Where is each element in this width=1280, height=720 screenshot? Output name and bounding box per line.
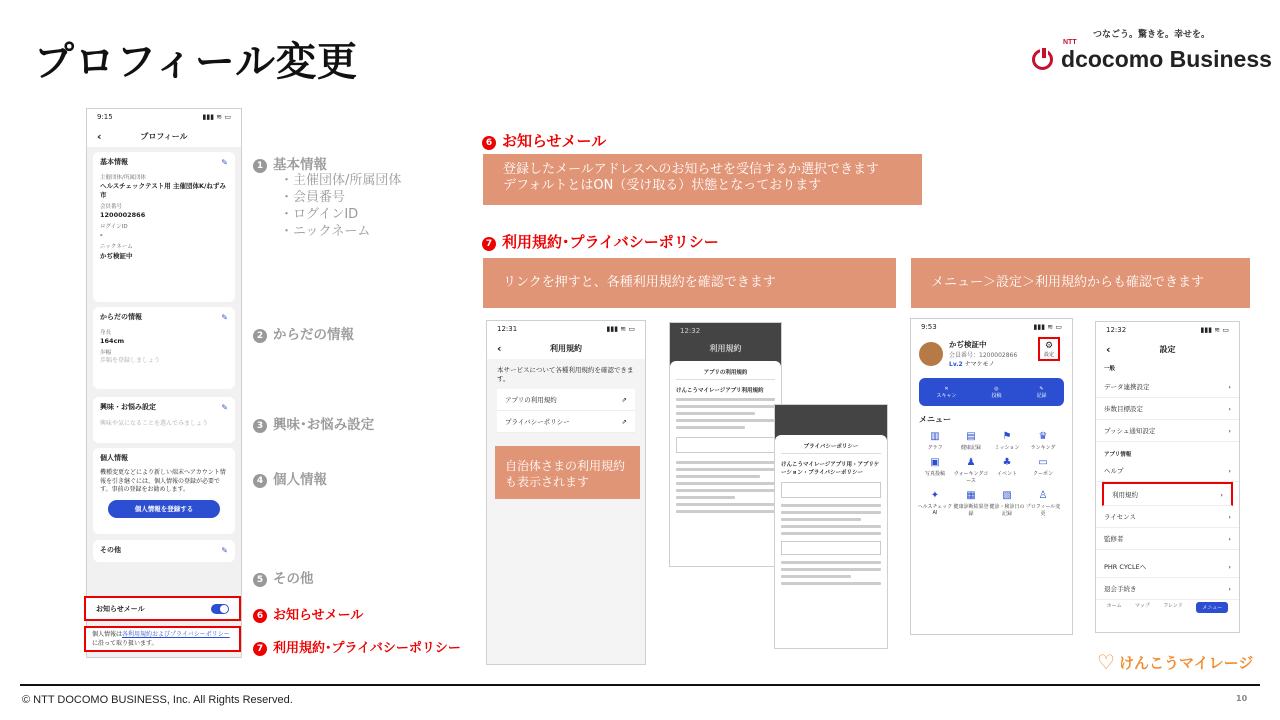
register-personal-info-button[interactable]: 個人情報を登録する [108, 500, 220, 519]
section6-line1: 登録したメールアドレスへのお知らせを受信するか選択できます [503, 162, 879, 177]
num-badge: 4 [253, 474, 267, 488]
menu-item-label: 健康記録 [960, 445, 981, 451]
logo-text-d: d [1061, 45, 1076, 72]
num-badge: 1 [253, 159, 267, 173]
interest-title: 興味・お悩み設定 [100, 403, 156, 411]
status-time: 12:32 [680, 327, 701, 335]
label-text: 興味･お悩み設定 [273, 417, 375, 433]
row-label: プッシュ通知設定 [1104, 427, 1156, 435]
menu-item-checkup[interactable] [953, 490, 989, 517]
section6-heading [482, 130, 606, 151]
menu-item-event[interactable] [989, 457, 1025, 484]
menu-item-ranking[interactable] [1025, 431, 1061, 451]
settings-row[interactable] [1096, 506, 1239, 528]
scan-icon: ✕ [944, 385, 949, 392]
notice-mail-row [84, 596, 241, 621]
logo-text-rest: cocomo Business [1075, 45, 1272, 72]
gear-icon: ⚙ [1044, 341, 1054, 351]
menu-item-label: クーポン [1032, 471, 1053, 477]
sub-item: ・会員番号 [280, 190, 346, 205]
basic-info-card [93, 152, 235, 302]
level-name: ナマケモノ [964, 361, 995, 368]
edit-pencil-icon[interactable]: ✎ [221, 158, 228, 167]
menu-item-mission[interactable] [989, 431, 1025, 451]
status-bar [487, 321, 645, 337]
basic-info-title: 基本情報 [100, 158, 128, 166]
menu-item-walking[interactable] [953, 457, 989, 484]
municipality-terms-note: 自治体さまの利用規約も表示されます [495, 446, 640, 499]
row-label: データ連携設定 [1104, 383, 1150, 391]
chevron-right-icon: › [1228, 382, 1231, 391]
status-time: 12:32 [1106, 326, 1127, 334]
nickname-label: ニックネーム [100, 244, 133, 251]
label-terms [253, 637, 461, 656]
tab-menu[interactable]: メニュー [1196, 602, 1228, 613]
other-title: その他 [100, 546, 121, 554]
status-icons: ▮▮▮ ≋ ▭ [1200, 326, 1229, 334]
page-number: 10 [1236, 694, 1248, 703]
edit-pencil-icon[interactable]: ✎ [221, 546, 228, 555]
photo-icon: ▣ [930, 457, 940, 468]
login-value: - [100, 231, 103, 240]
section-general: 一般 [1104, 366, 1116, 372]
login-label: ログインID [100, 223, 128, 230]
quick-label: 投稿 [991, 392, 1002, 399]
label-notice-mail [253, 604, 363, 623]
settings-button[interactable] [1038, 337, 1060, 361]
num-badge: 7 [482, 237, 496, 251]
edit-pencil-icon[interactable]: ✎ [221, 313, 228, 322]
other-card [93, 540, 235, 562]
chevron-right-icon: › [1228, 534, 1231, 543]
ai-icon: ✦ [930, 490, 940, 501]
heading-text: お知らせメール [502, 132, 607, 150]
level: Lv.2 [949, 361, 963, 368]
record-button[interactable] [1036, 386, 1046, 399]
external-link-icon: ⇗ [621, 395, 627, 404]
personal-info-title: 個人情報 [100, 454, 128, 462]
status-time: 9:15 [97, 113, 113, 121]
settings-row-phr[interactable] [1096, 556, 1239, 578]
body-info-card [93, 307, 235, 389]
row-label: ヘルプ [1104, 467, 1124, 475]
menu-item-label: 健康診断結果登録 [953, 504, 989, 517]
chevron-right-icon: › [1228, 466, 1231, 475]
terms-text-2: に沿って取り扱います。 [92, 640, 158, 647]
height-value: 164cm [100, 337, 125, 346]
menu-item-label: 健診・検診日の記録 [989, 504, 1025, 517]
status-bar [87, 109, 241, 125]
terms-nav-title: 利用規約 [550, 343, 582, 353]
walk-icon: ♟ [966, 457, 976, 468]
terms-text-1: 個人情報は [92, 631, 123, 638]
sub-item: ・主催団体/所属団体 [280, 173, 402, 188]
menu-item-label: ランキング [1030, 445, 1056, 451]
profile-phone [86, 108, 242, 658]
section7-heading [482, 231, 719, 252]
app-terms-nav [670, 339, 781, 357]
profile-nav [87, 125, 241, 147]
terms-item-label: プライバシーポリシー [505, 418, 570, 426]
settings-row[interactable] [1096, 460, 1239, 482]
terms-item-label: アプリの利用規約 [505, 396, 557, 404]
docomo-business-logo [1032, 39, 1272, 74]
settings-row[interactable] [1096, 376, 1239, 398]
row-label: 歩数目標設定 [1104, 405, 1143, 413]
chevron-right-icon: › [1228, 426, 1231, 435]
terms-notice-box [84, 626, 241, 652]
num-badge: 2 [253, 329, 267, 343]
settings-nav [1096, 338, 1239, 360]
external-link-icon: ⇗ [621, 417, 627, 426]
docomo-logo-icon [1032, 49, 1053, 70]
interest-placeholder: 興味や気になることを選んでみましょう [100, 419, 209, 427]
menu-item-label: プロフィール変更 [1025, 504, 1061, 517]
menu-phone [910, 318, 1073, 635]
label-text: 個人情報 [273, 472, 327, 488]
back-chevron-icon[interactable]: ‹ [1106, 342, 1111, 356]
menu-item-health-record[interactable] [953, 431, 989, 451]
group-label: 主催団体/所属団体 [100, 174, 146, 181]
notice-mail-toggle[interactable] [211, 604, 229, 614]
chevron-right-icon: › [1228, 562, 1231, 571]
tab-map[interactable]: マップ [1135, 603, 1150, 609]
quick-label: 記録 [1036, 392, 1047, 399]
terms-intro: 本サービスについて各種利用規約を確認できます。 [497, 366, 634, 383]
num-badge: 5 [253, 573, 267, 587]
row-label: ライセンス [1104, 513, 1136, 521]
app-terms-phone [669, 322, 782, 567]
section-app-info: アプリ情報 [1104, 452, 1132, 458]
profile-nav-title: プロフィール [140, 131, 188, 141]
settings-row[interactable] [1096, 528, 1239, 550]
section6-line2: デフォルトとはON（受け取る）状態となっております [503, 178, 822, 193]
back-chevron-icon[interactable]: ‹ [497, 341, 502, 355]
coupon-icon: ▭ [1038, 457, 1048, 468]
interest-card [93, 397, 235, 443]
menu-item-exam-date[interactable] [989, 490, 1025, 517]
menu-grid [911, 427, 1072, 521]
height-label: 身長 [100, 329, 112, 336]
steps-label: 歩幅 [100, 349, 112, 356]
label-basic-info [253, 153, 327, 173]
sub-item: ・ニックネーム [280, 224, 371, 239]
label-text: その他 [273, 571, 314, 587]
status-icons: ▮▮▮ ≋ ▭ [202, 113, 231, 121]
sheet-title: プライバシーポリシー [781, 439, 881, 454]
crown-icon: ♛ [1038, 431, 1048, 442]
heading-text: 利用規約･プライバシーポリシー [502, 233, 719, 251]
row-label: PHR CYCLEへ [1104, 563, 1147, 571]
member-no: 会員番号：1200002866 [949, 352, 1018, 359]
steps-placeholder: 歩幅を登録しましょう [100, 357, 161, 365]
page-title: プロフィール変更 [34, 39, 358, 85]
settings-row-withdraw[interactable] [1096, 578, 1239, 600]
row-label: 利用規約 [1112, 491, 1138, 499]
num-badge: 3 [253, 419, 267, 433]
menu-item-label: ウォーキングコース [953, 471, 989, 484]
chevron-right-icon: › [1228, 404, 1231, 413]
terms-item-privacy[interactable] [497, 411, 635, 433]
group-value: ヘルスチェックテスト用 主催団体K/ねずみ市 [100, 182, 226, 199]
chevron-right-icon: › [1220, 490, 1223, 499]
menu-item-graph[interactable] [917, 431, 953, 451]
status-icons: ▮▮▮ ≋ ▭ [1033, 323, 1062, 331]
member-value: 1200002866 [100, 211, 146, 220]
avatar [919, 342, 943, 366]
pencil-icon: ✎ [1039, 385, 1044, 392]
section7-banner-left: リンクを押すと、各種利用規約を確認できます [483, 258, 896, 308]
status-time: 9:53 [921, 323, 937, 331]
personal-info-card [93, 448, 235, 534]
settings-row[interactable] [1096, 420, 1239, 442]
scan-button[interactable] [936, 386, 956, 399]
menu-item-coupon[interactable] [1025, 457, 1061, 484]
label-text: 利用規約･プライバシーポリシー [273, 641, 461, 656]
status-time: 12:31 [497, 325, 518, 333]
menu-item-label: イベント [996, 471, 1017, 477]
menu-item-label: ヘルスチェックAI [917, 504, 953, 516]
flag-icon: ⚑ [1002, 431, 1012, 442]
logo-ntt: NTT [1063, 39, 1077, 46]
quick-actions [919, 378, 1064, 406]
quick-label: スキャン [936, 392, 957, 399]
label-personal [253, 468, 327, 488]
num-badge: 7 [253, 642, 267, 656]
basic-sub-list [280, 172, 401, 240]
label-other [253, 567, 314, 587]
event-icon: ♣ [1002, 457, 1012, 468]
settings-row[interactable] [1096, 398, 1239, 420]
tab-friend[interactable]: フレンド [1163, 603, 1183, 609]
chevron-right-icon: › [1228, 584, 1231, 593]
personal-info-text: 機種変更などにより新しい端末へアカウント情報を引き継ぐには、個人情報の登録が必要です。事前の登録をお勧めします。 [100, 469, 226, 493]
user-header [911, 335, 1072, 372]
nav-title: 利用規約 [709, 343, 742, 353]
terms-nav [487, 337, 645, 359]
terms-item-app[interactable] [497, 389, 635, 411]
row-label: 退会手続き [1104, 585, 1137, 593]
label-body-info [253, 323, 354, 343]
settings-label: 設定 [1043, 352, 1054, 358]
doc-title: けんこうマイレージアプリ用・アプリケーション・プライバシーポリシー [781, 462, 880, 476]
chevron-right-icon: › [1228, 512, 1231, 521]
sheet-title: アプリの利用規約 [676, 365, 775, 380]
section7-banner-right: メニュー＞設定＞利用規約からも確認できます [911, 258, 1250, 308]
doc-title: けんこうマイレージアプリ利用規約 [676, 388, 764, 394]
user-name: かぢ検証中 [949, 340, 987, 349]
num-badge: 6 [482, 136, 496, 150]
member-label: 会員番号 [100, 203, 123, 210]
label-text: からだの情報 [273, 327, 354, 343]
sub-item: ・ログインID [280, 207, 359, 222]
settings-phone [1095, 321, 1240, 633]
menu-item-label: グラフ [927, 445, 943, 451]
menu-item-profile[interactable] [1025, 490, 1061, 517]
status-icons: ▮▮▮ ≋ ▭ [606, 325, 635, 333]
kenko-mileage-logo [1097, 650, 1253, 674]
back-chevron-icon[interactable]: ‹ [97, 129, 102, 143]
label-interest [253, 413, 374, 433]
menu-item-photo[interactable] [917, 457, 953, 484]
logo-tagline: つなごう。驚きを。幸せを。 [1093, 30, 1211, 40]
camera-icon: ◎ [994, 385, 999, 392]
privacy-phone [774, 404, 888, 649]
status-bar [1096, 322, 1239, 338]
row-label: 監修者 [1104, 535, 1124, 543]
calendar-icon: ▧ [1002, 490, 1012, 501]
menu-item-label: 写真投稿 [924, 471, 945, 477]
settings-row-terms[interactable] [1102, 482, 1233, 506]
record-icon: ▤ [966, 431, 976, 442]
menu-title: メニュー [919, 415, 951, 424]
label-text: お知らせメール [273, 608, 364, 623]
graph-icon: ▥ [930, 431, 940, 442]
num-badge: 6 [253, 609, 267, 623]
menu-item-healthcheck-ai[interactable] [917, 490, 953, 517]
profile-icon: ♙ [1038, 490, 1048, 501]
terms-link[interactable]: 各利用規約およびプライバシーポリシー [122, 631, 230, 638]
menu-item-label: ミッション [994, 445, 1020, 451]
footer-rule [20, 684, 1260, 686]
tab-home[interactable]: ホーム [1106, 603, 1122, 609]
checkup-icon: ▦ [966, 490, 976, 501]
brand-text: けんこうマイレージ [1118, 653, 1254, 672]
label-text: 基本情報 [273, 157, 327, 173]
section6-banner [483, 154, 922, 205]
post-button[interactable] [991, 386, 1001, 399]
notice-mail-label: お知らせメール [96, 604, 145, 613]
body-info-title: からだの情報 [100, 313, 142, 321]
nickname-value: かぢ検証中 [100, 251, 133, 260]
status-bar [670, 323, 781, 339]
edit-pencil-icon[interactable]: ✎ [221, 403, 228, 412]
heart-icon: ♡ [1097, 650, 1115, 674]
copyright: © NTT DOCOMO BUSINESS, Inc. All Rights Reserved. [22, 694, 293, 706]
tab-bar [1096, 600, 1239, 615]
settings-nav-title: 設定 [1159, 344, 1176, 354]
status-bar [911, 319, 1072, 335]
